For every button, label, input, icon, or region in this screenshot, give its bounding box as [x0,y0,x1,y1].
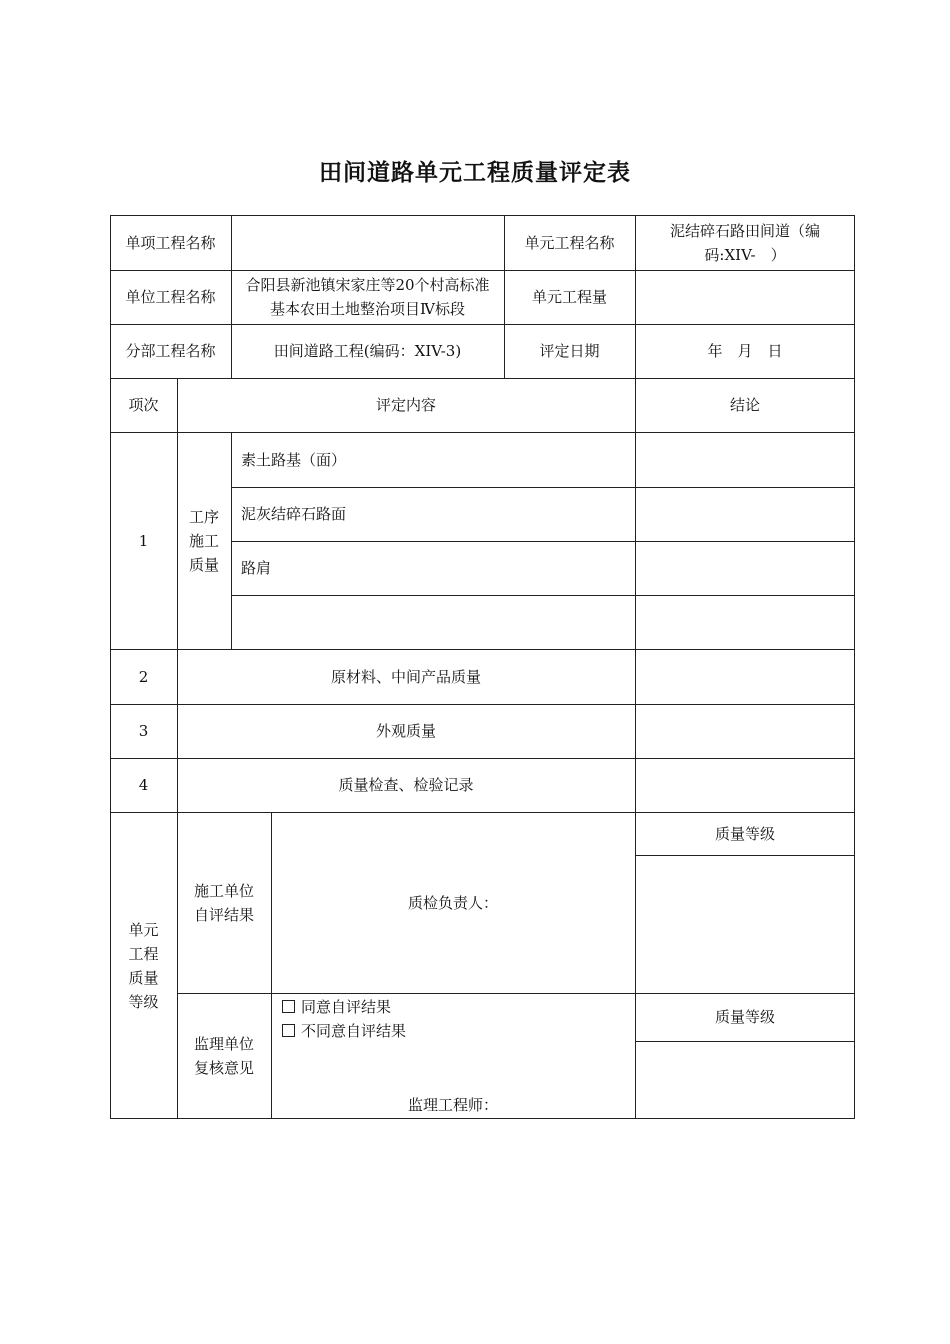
row-1-sub-3: 路肩 [241,559,272,577]
supervisor-quality-grade-label: 质量等级 [714,1008,775,1026]
row-3-number: 3 [138,722,149,740]
contractor-quality-grade-value[interactable] [635,855,855,993]
row-1-sub-3-conclusion[interactable] [635,541,855,595]
item-project-value[interactable] [231,215,504,270]
item-project-label: 单项工程名称 [125,233,216,252]
row-2-conclusion[interactable] [635,649,855,704]
agree-option-label: 同意自评结果 [301,998,392,1016]
quality-inspector-label: 质检负责人： [407,893,498,912]
row-2-number: 2 [138,667,149,686]
page-title: 田间道路单元工程质量评定表 [319,159,631,186]
evaluation-form-table [110,215,855,1119]
row-1-group-label: 工序施工质量 [188,507,219,574]
disagree-checkbox[interactable] [282,1024,295,1037]
sub-project-label: 分部工程名称 [125,342,216,360]
disagree-option[interactable] [282,1019,635,1043]
column-header-content: 评定内容 [375,396,436,414]
row-2-content: 原材料、中间产品质量 [330,667,481,686]
unit-quality-grade-label: 单元工程质量等级 [128,920,159,1011]
agree-option[interactable] [282,995,635,1019]
supervisor-review-label: 监理单位复核意见 [193,1034,254,1077]
unit-project-name-label: 单元工程名称 [524,233,615,252]
agree-checkbox[interactable] [282,1000,295,1013]
unit-quantity-label: 单元工程量 [531,288,607,306]
row-1-sub-2-conclusion[interactable] [635,487,855,541]
row-3-content: 外观质量 [375,722,436,740]
disagree-option-label: 不同意自评结果 [301,1022,407,1040]
row-3-conclusion[interactable] [635,704,855,758]
unit-quantity-value[interactable] [635,270,855,324]
date-value[interactable]: 年 月 日 [707,342,783,360]
supervisor-options [271,995,635,1055]
row-1-number: 1 [138,531,149,550]
unit-work-label: 单位工程名称 [125,288,216,306]
row-1-sub-1: 素土路基（面） [241,450,347,469]
contractor-quality-grade-label: 质量等级 [714,824,775,843]
row-4-content: 质量检查、检验记录 [338,776,474,794]
unit-project-name-value[interactable]: 泥结碎石路田间道（编码:XIV- ） [669,221,820,264]
contractor-self-eval-label: 施工单位自评结果 [193,881,254,924]
row-4-conclusion[interactable] [635,758,855,812]
date-label: 评定日期 [539,342,600,360]
row-1-sub-1-conclusion[interactable] [635,432,855,487]
row-1-sub-4-conclusion[interactable] [635,595,855,649]
sub-project-value[interactable]: 田间道路工程(编码：XIV-3) [273,342,462,360]
row-4-number: 4 [138,776,149,794]
column-header-conclusion: 结论 [729,396,760,414]
row-1-sub-2: 泥灰结碎石路面 [241,505,347,523]
supervisor-engineer-label: 监理工程师： [407,1096,498,1114]
row-1-sub-4 [231,595,635,649]
supervisor-quality-grade-value[interactable] [635,1041,855,1118]
unit-work-value[interactable]: 合阳县新池镇宋家庄等20个村高标准基本农田土地整治项目Ⅳ标段 [245,276,490,318]
column-header-item: 项次 [128,396,159,414]
